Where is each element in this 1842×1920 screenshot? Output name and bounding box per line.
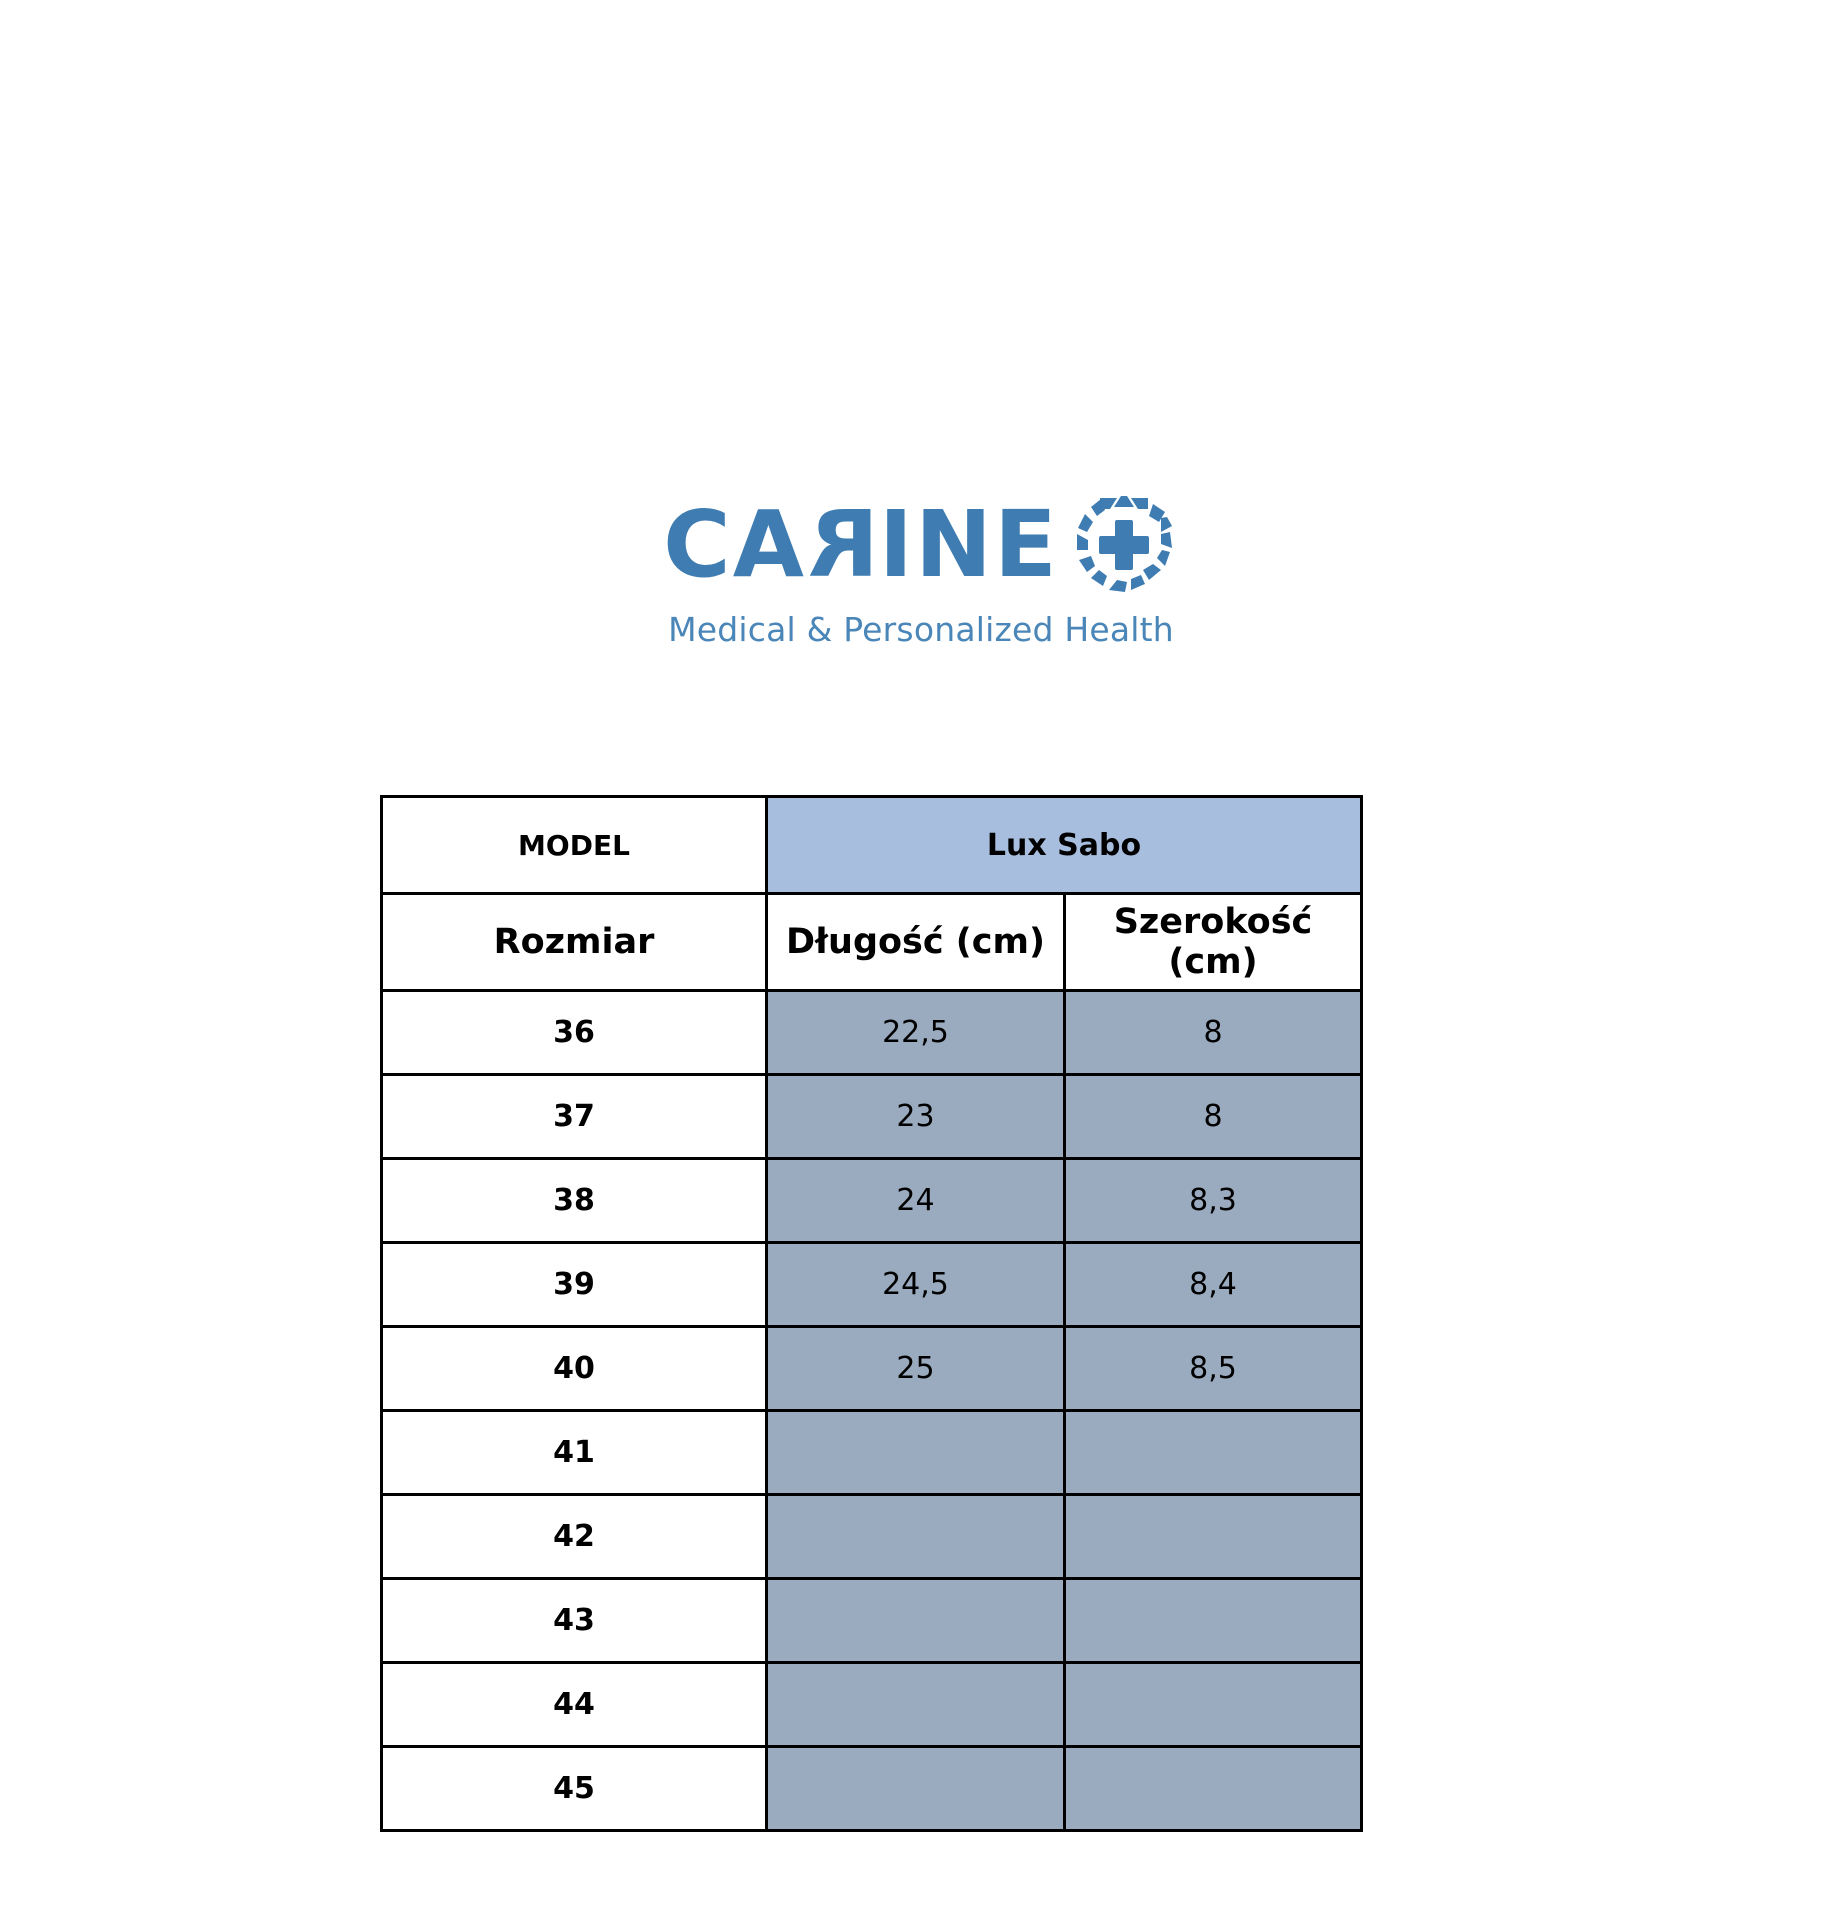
size-table (380, 795, 1363, 1832)
cell-width: 8,5 (1065, 1327, 1362, 1411)
cell-size: 37 (382, 1075, 767, 1159)
logo-text-part1: CA (663, 491, 806, 598)
cell-length: 24,5 (767, 1243, 1065, 1327)
logo-tagline: Medical & Personalized Health (668, 610, 1174, 649)
table-row (382, 1747, 1362, 1831)
cell-length (767, 1579, 1065, 1663)
cell-width (1065, 1495, 1362, 1579)
table-row-model (382, 797, 1362, 894)
cell-length (767, 1495, 1065, 1579)
cell-width: 8,3 (1065, 1159, 1362, 1243)
logo-wordmark-row (663, 490, 1179, 600)
cell-size: 44 (382, 1663, 767, 1747)
medical-cross-icon (1069, 490, 1179, 600)
table-row (382, 1075, 1362, 1159)
cell-size: 42 (382, 1495, 767, 1579)
cell-width (1065, 1663, 1362, 1747)
table-row-headers (382, 894, 1362, 991)
model-label-cell: MODEL (382, 797, 767, 894)
table-row (382, 991, 1362, 1075)
cell-size: 43 (382, 1579, 767, 1663)
cell-length: 24 (767, 1159, 1065, 1243)
cell-width (1065, 1411, 1362, 1495)
table-row (382, 1159, 1362, 1243)
table-row (382, 1579, 1362, 1663)
logo-text-flipped-r: R (805, 491, 879, 598)
cell-length: 25 (767, 1327, 1065, 1411)
table-row (382, 1663, 1362, 1747)
logo-wordmark (663, 491, 1059, 598)
brand-logo (0, 490, 1842, 649)
cell-size: 38 (382, 1159, 767, 1243)
header-size: Rozmiar (382, 894, 767, 991)
cell-length (767, 1747, 1065, 1831)
cell-width: 8,4 (1065, 1243, 1362, 1327)
logo-text-part2: INE (878, 491, 1059, 598)
cell-length (767, 1663, 1065, 1747)
cell-size: 45 (382, 1747, 767, 1831)
model-name-cell: Lux Sabo (767, 797, 1362, 894)
cell-length: 22,5 (767, 991, 1065, 1075)
cell-width: 8 (1065, 1075, 1362, 1159)
cell-size: 40 (382, 1327, 767, 1411)
cell-size: 41 (382, 1411, 767, 1495)
cell-size: 39 (382, 1243, 767, 1327)
table-row (382, 1327, 1362, 1411)
header-length: Długość (cm) (767, 894, 1065, 991)
cell-width (1065, 1579, 1362, 1663)
table-row (382, 1243, 1362, 1327)
cell-width: 8 (1065, 991, 1362, 1075)
table-row (382, 1495, 1362, 1579)
cell-length (767, 1411, 1065, 1495)
header-width: Szerokość (cm) (1065, 894, 1362, 991)
cell-width (1065, 1747, 1362, 1831)
table-row (382, 1411, 1362, 1495)
cell-length: 23 (767, 1075, 1065, 1159)
cell-size: 36 (382, 991, 767, 1075)
